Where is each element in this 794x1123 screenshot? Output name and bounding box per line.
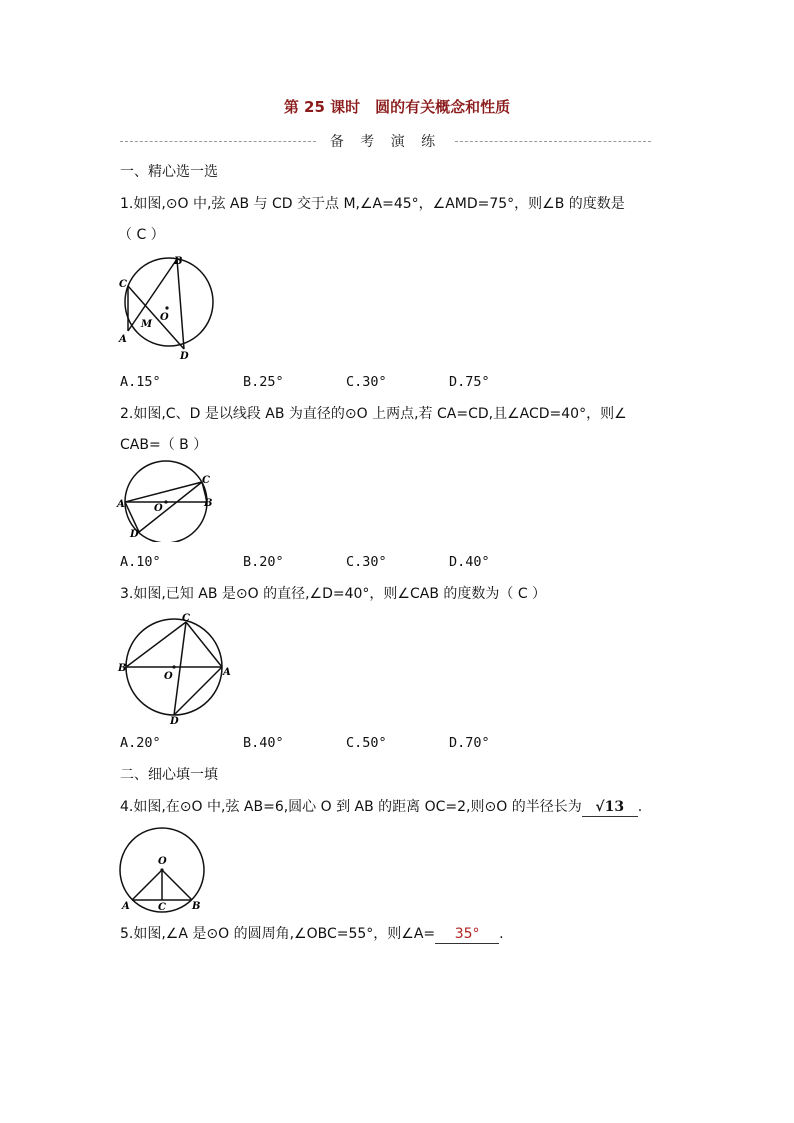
q1-label-O: O: [160, 312, 169, 323]
q4-label-A: A: [122, 901, 130, 912]
section-header-label: 备 考 演 练: [329, 134, 442, 150]
q2-option-d: D.40°: [449, 554, 490, 570]
q1-option-b: B.25°: [243, 374, 284, 390]
q4-segment-OB: [162, 870, 192, 900]
q2-text-line2: CAB=（ B ）: [120, 437, 208, 453]
q1-text: 1.如图,⊙O 中,弦 AB 与 CD 交于点 M,∠A=45°，∠AMD=75°，则∠B 的度数是: [120, 196, 625, 212]
q3-option-a: A.20°: [120, 735, 161, 751]
q4-line: [120, 798, 642, 817]
q1-segment-BD: [177, 259, 184, 349]
part1-heading: 一、精心选一选: [120, 164, 218, 180]
q1-option-d: D.75°: [449, 374, 490, 390]
q1-label-M: M: [141, 319, 153, 330]
q3-center-dot: [172, 665, 175, 668]
q3-option-c: C.50°: [346, 735, 387, 751]
q1-option-c: C.30°: [346, 374, 387, 390]
q3-option-b: B.40°: [243, 735, 284, 751]
q3-label-O: O: [164, 671, 173, 682]
q2-option-c: C.30°: [346, 554, 387, 570]
q3-segment-CD: [174, 622, 186, 715]
dashed-rule-right: [455, 141, 651, 142]
section-header: [120, 131, 651, 151]
q4-label-B: B: [192, 901, 201, 912]
dashed-rule-left: [120, 141, 316, 142]
q1-figure: [114, 252, 218, 364]
q1-answer: （ C ）: [118, 227, 165, 243]
q5-end: .: [499, 926, 504, 942]
q4-label-C: C: [158, 902, 166, 913]
q1-center-dot: [165, 306, 168, 309]
q5-line: [120, 925, 504, 944]
q2-option-b: B.20°: [243, 554, 284, 570]
q4-text: 4.如图,在⊙O 中,弦 AB=6,圆心 O 到 AB 的距离 OC=2,则⊙O 的半径长为: [120, 799, 582, 815]
q2-text-line1: 2.如图,C、D 是以线段 AB 为直径的⊙O 上两点,若 CA=CD,且∠ACD=40°，则∠: [120, 406, 627, 422]
q4-center-dot: [160, 868, 163, 871]
q4-segment-OA: [132, 870, 162, 900]
q1-label-C: C: [119, 279, 127, 290]
q3-label-B: B: [118, 663, 127, 674]
q3-segment-BC: [126, 622, 186, 667]
q3-figure: [114, 612, 238, 726]
q4-answer-blank: √13: [582, 798, 638, 817]
q4-end: .: [637, 799, 643, 815]
q3-label-A: A: [223, 667, 231, 678]
q2-label-D: D: [130, 529, 139, 540]
q2-option-a: A.10°: [120, 554, 161, 570]
q4-label-O: O: [158, 856, 167, 867]
q3-option-d: D.70°: [449, 735, 490, 751]
q2-figure: [114, 460, 220, 542]
q3-label-C: C: [182, 613, 190, 624]
q1-label-B: B: [174, 256, 183, 267]
q2-center-dot: [164, 500, 167, 503]
q1-label-A: A: [119, 334, 127, 345]
q2-label-B: B: [204, 498, 213, 509]
part2-heading: 二、细心填一填: [120, 767, 218, 783]
page-title: 第 25 课时 圆的有关概念和性质: [283, 98, 511, 116]
q3-text: 3.如图,已知 AB 是⊙O 的直径,∠D=40°，则∠CAB 的度数为（ C ）: [120, 586, 547, 602]
q5-text: 5.如图,∠A 是⊙O 的圆周角,∠OBC=55°，则∠A=: [120, 926, 436, 942]
q2-label-A: A: [117, 499, 125, 510]
q1-option-a: A.15°: [120, 374, 161, 390]
q4-figure: [114, 826, 210, 914]
q2-label-C: C: [202, 475, 210, 486]
q5-answer-blank: 35°: [435, 925, 499, 944]
q1-label-D: D: [180, 351, 189, 362]
q3-label-D: D: [170, 716, 179, 726]
q2-label-O: O: [154, 503, 163, 514]
